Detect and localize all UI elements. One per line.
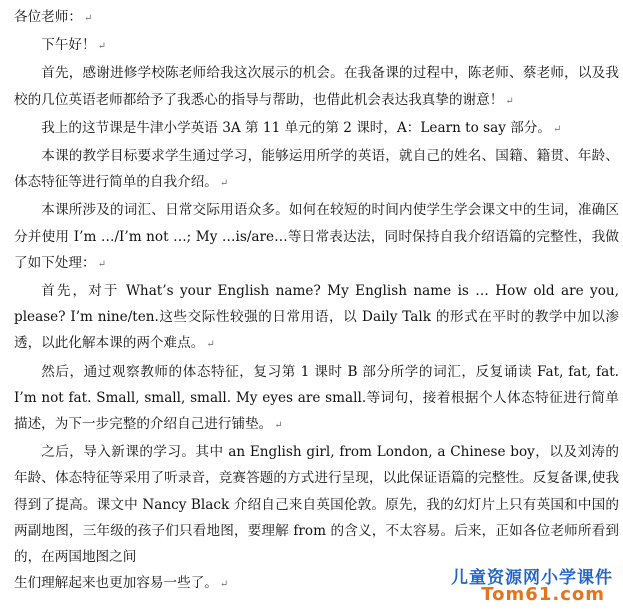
paragraph-mark-icon: ↵ [219, 579, 229, 591]
watermark-domain: Tom61.com [481, 584, 605, 605]
paragraph-mark-icon: ↵ [219, 178, 229, 190]
paragraph-objectives: 本课的教学目标要求学生通过学习，能够运用所学的英语，就自己的姓名、国籍、籍贯、年龄、体态特征等进行简单的自我介绍。 ↵ [14, 148, 619, 191]
paragraph-greeting: 各位老师： ↵ [14, 9, 93, 25]
paragraph-mark-icon: ↵ [97, 258, 106, 270]
paragraph-last: 生们理解起来也更加容易一些了。 ↵ [14, 575, 229, 592]
paragraph-mark-icon: ↵ [206, 339, 215, 351]
paragraph-after: 之后，导入新课的学习。其中 an English girl, from London, a Chinese boy，以及刘涛的年龄、体态特征等采用了听录音，竞赛答题的方式进行呈现，以此保证语篇的完整性。反复备课,使我得到了提高。课文中 Nancy Black 介绍自己来自英国伦敦。原先，我的幻灯片上只有英国和中国的两副地图，三年级的孩子们只看地图，要理解 from 的含义，不太容易。后来，正如各位老师所看到的，在两国地图之间 [14, 444, 619, 566]
paragraph-mark-icon: ↵ [274, 420, 283, 432]
paragraph-lesson: 我上的这节课是牛津小学英语 3A 第 11 单元的第 2 课时，A：Learn to say 部分。 ↵ [41, 119, 562, 136]
paragraph-mark-icon: ↵ [83, 13, 93, 24]
paragraph-first: 首先，对于 What’s your English name? My English name is … How old are you, please? I’m nine/ten.这些交际性较强的日常用语，以 Daily Talk 的形式在平时的教学中加以渗透，以此化解本课的两个难点。 ↵ [14, 283, 619, 352]
paragraph-mark-icon: ↵ [552, 123, 562, 135]
site-watermark [407, 563, 617, 607]
paragraph-mark-icon: ↵ [505, 95, 514, 107]
paragraph-thanks: 首先，感谢进修学校陈老师给我这次展示的机会。在我备课的过程中，陈老师、蔡老师，以及我校的几位英语老师都给予了我悉心的指导与帮助，也借此机会表达我真挚的谢意！ ↵ [14, 65, 619, 108]
paragraph-then: 然后，通过观察教师的体态特征，复习第 1 课时 B 部分所学的词汇，反复诵读 Fat, fat, fat. I’m not fat. Small, small, small. My eyes are small.等词句，接着根据个人体态特征进行简单描述，为下一步完整的介绍自己进行铺垫。 ↵ [14, 363, 619, 433]
paragraph-good-afternoon: 下午好！ ↵ [41, 37, 106, 54]
paragraph-mark-icon: ↵ [97, 41, 106, 53]
watermark-site-name: 儿童资源网小学课件 [451, 568, 613, 588]
paragraph-vocabulary: 本课所涉及的词汇、日常交际用语众多。如何在较短的时间内使学生学会课文中的生词，准确区分并使用 I’m …/I’m not …; My …is/are…等日常表达法，同时保持自我介绍语篇的完整性，我做了如下处理： ↵ [14, 202, 619, 271]
